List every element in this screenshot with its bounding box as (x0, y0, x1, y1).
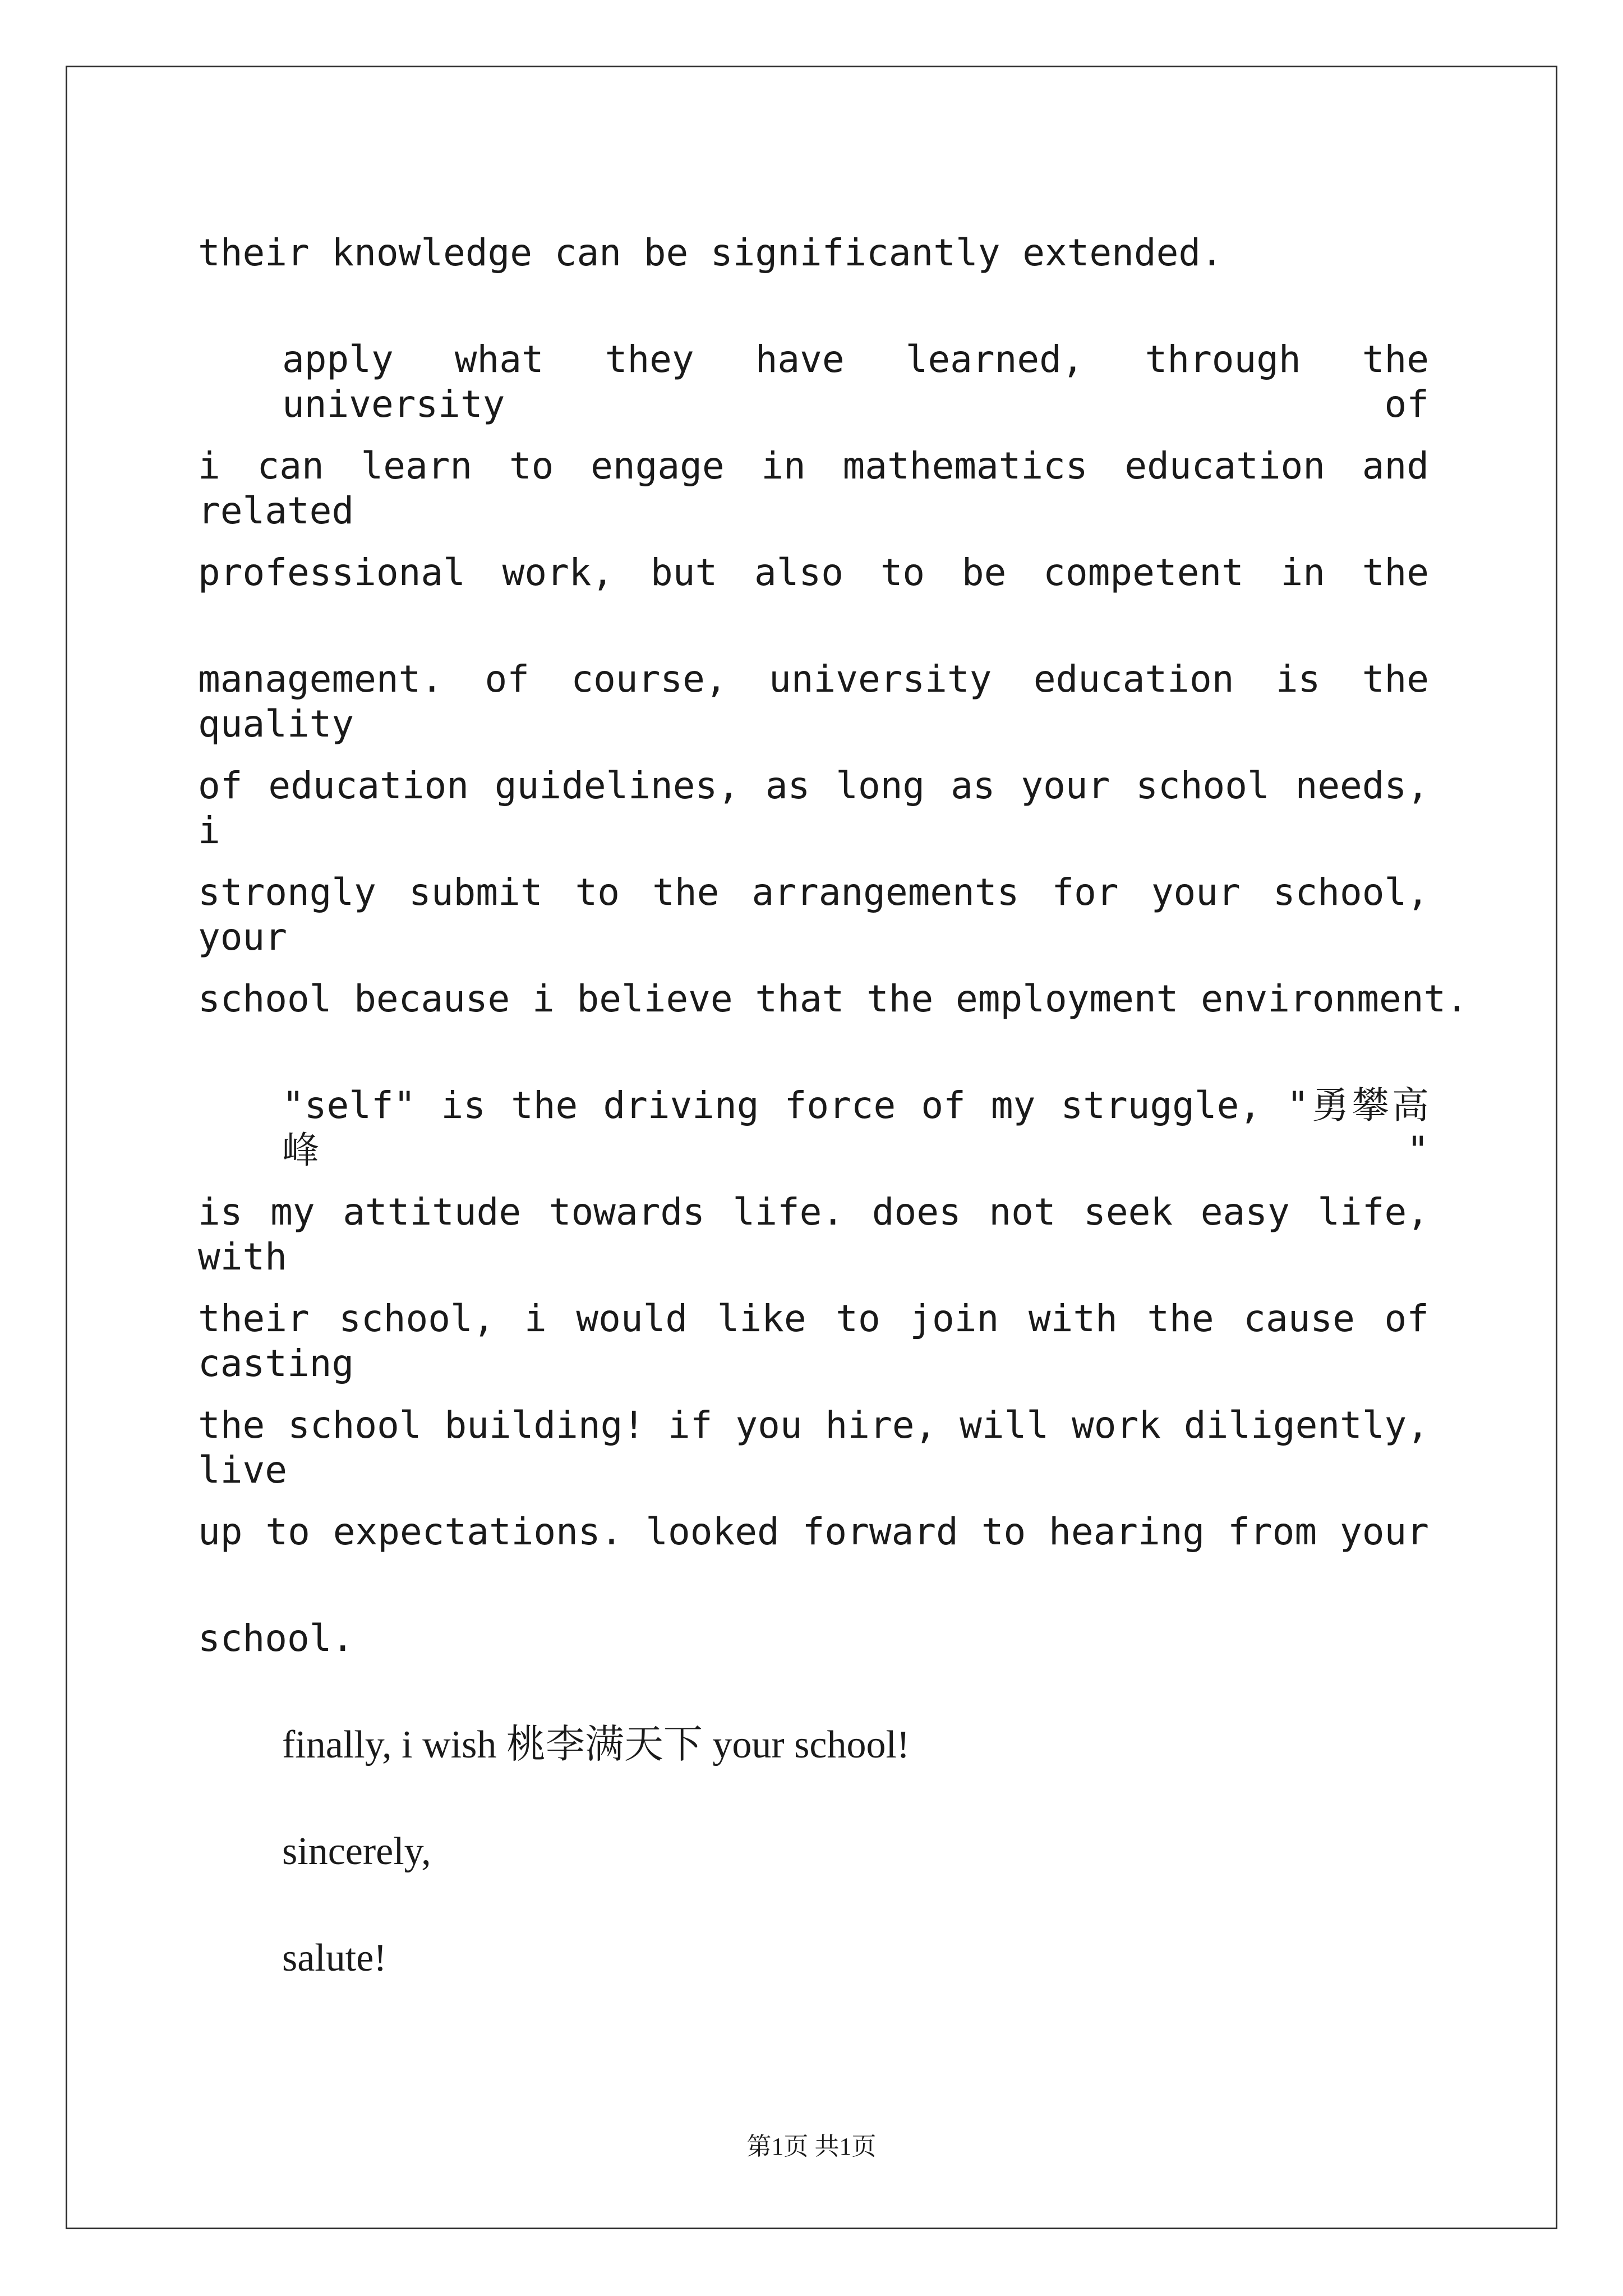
body-line: "self" is the driving force of my struggle, "勇攀高峰" (282, 1084, 1429, 1172)
body-line: their school, i would like to join with the cause of casting (198, 1297, 1429, 1385)
body-line: is my attitude towards life. does not seek easy life, with (198, 1190, 1429, 1278)
body-line: school because i believe that the employment environment. (198, 977, 1468, 1020)
body-line: their knowledge can be significantly extended. (198, 231, 1223, 274)
body-line: strongly submit to the arrangements for your school, your (198, 871, 1429, 959)
closing-line: finally, i wish 桃李满天下 your school! (282, 1723, 910, 1766)
body-line: i can learn to engage in mathematics education and related (198, 444, 1429, 532)
closing-line: salute! (282, 1936, 387, 1980)
closing-line: sincerely, (282, 1830, 431, 1873)
body-line: the school building! if you hire, will work diligently, live (198, 1404, 1429, 1492)
body-line: management. of course, university education is the quality (198, 657, 1429, 746)
body-line: professional work, but also to be competent in the (198, 551, 1429, 594)
body-line: up to expectations. looked forward to hearing from your (198, 1510, 1429, 1553)
page-number-footer: 第1页 共1页 (746, 2133, 877, 2160)
body-line: of education guidelines, as long as your school needs, i (198, 764, 1429, 852)
body-line: apply what they have learned, through the university of (282, 338, 1429, 426)
body-line: school. (198, 1617, 354, 1660)
